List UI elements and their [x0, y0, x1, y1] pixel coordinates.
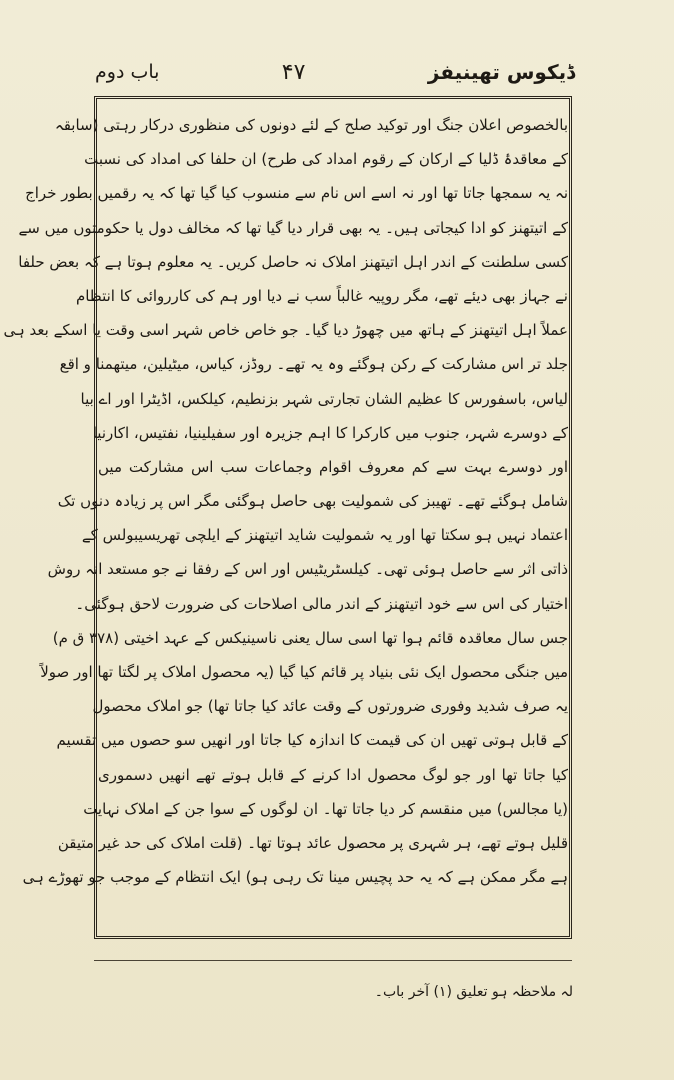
- text-line: شامل ہوگئے تھے۔ تھیبز کی شمولیت بھی حاصل ہوگئی مگر اس پر زیادہ دنوں تک: [57, 492, 568, 511]
- text-line: کے معاقدۂ ڈلیا کے ارکان کے رقوم امداد کی طرح) ان حلفا کی امداد کی نسبت: [84, 150, 568, 169]
- text-line: جس سال معاقدہ قائم ہوا تھا اسی سال یعنی ناسینیکس کے عہد اخیتی (۳۷۸ ق م): [52, 628, 568, 647]
- text-line: ہے مگر ممکن ہے کہ یہ حد پچیس مینا تک رہی ہو) ایک انتظام کے موجب جو تھوڑے ہی: [22, 868, 568, 887]
- page-header: [95, 52, 575, 92]
- text-line: ذاتی اثر سے حاصل ہوئی تھی۔ کیلسٹریٹیس اور اس کے رفقا نے جو مستعد انہ روش: [47, 560, 568, 579]
- body-text: [3, 108, 568, 930]
- text-line: جلد تر اس مشارکت کے رکن ہوگئے وہ یہ تھے۔ روڈز، کیاس، میٹیلین، میتھمنا و اقع: [59, 355, 568, 374]
- text-line: (یا مجالس) میں منقسم کر دیا جاتا تھا۔ ان لوگوں کے سوا جن کے املاک نہایت: [83, 799, 568, 818]
- text-line: کے اتیتھنز کو ادا کیجاتی ہیں۔ یہ بھی قرار دیا گیا تھا کہ مخالف دول یا حکومتوں میں سے: [18, 218, 568, 237]
- text-line: کے دوسرے شہر، جنوب میں کارکرا کا اہم جزیرہ اور سفیلینیا، نفتیس، اکارنیا: [92, 423, 568, 442]
- text-line: کسی سلطنت کے اندر اہل اتیتھنز املاک نہ حاصل کریں۔ یہ معلوم ہوتا ہے کہ بعض حلفا: [18, 252, 568, 271]
- text-line: قلیل ہوتے تھے، ہر شہری پر محصول عائد ہوتا تھا۔ (قلت املاک کی حد غیر متیقن: [57, 833, 568, 852]
- footnote: لہ ملاحظہ ہو تعلیق (۱) آخر باب۔: [374, 984, 573, 1000]
- text-line: بالخصوص اعلان جنگ اور توکید صلح کے لئے دونوں کی منظوری درکار رہتی (سابقہ: [54, 116, 568, 134]
- text-line: اور دوسرے بہت سے کم معروف اقوام وجماعات سب اس مشارکت میں: [98, 457, 568, 476]
- text-line: یہ صرف شدید وفوری ضرورتوں کے وقت عائد کیا جاتا تھا) جو املاک محصول: [92, 697, 568, 716]
- running-title: ڈیکوس تھینیفز: [427, 60, 575, 84]
- text-line: نے جہاز بھی دیئے تھے، مگر روپیہ غالباً سب نے دیا اور ہم کی کارروائی کا انتظام: [75, 286, 568, 305]
- footnote-divider: [94, 960, 572, 961]
- text-line: اختیار کی اس سے خود اتیتھنز کے اندر مالی اصلاحات کی ضرورت لاحق ہوگئی۔: [75, 594, 568, 613]
- text-line: عملاً اہل اتیتھنز کے ہاتھ میں چھوڑ دیا گیا۔ جو خاص خاص شہر اسی وقت یا اسکے بعد ہی: [3, 321, 568, 340]
- page-number: ۴۷: [281, 59, 306, 85]
- text-line: اعتماد نہیں ہو سکتا تھا اور یہ شمولیت شاید اتیتھنز کے ایلچی تھریسیبولس کے: [81, 526, 568, 545]
- text-line: لیاس، باسفورس کا عظیم الشان تجارتی شہر بزنطیم، کیلکس، اڈیٹرا اور اے بیا: [80, 389, 568, 408]
- text-line: نہ یہ سمجھا جاتا تھا اور نہ اسے اس نام سے منسوب کیا گیا تھا کہ یہ رقمیں بطور خراج: [25, 184, 568, 203]
- chapter-label: باب دوم: [95, 61, 160, 83]
- text-line: میں جنگی محصول ایک نئی بنیاد پر قائم کیا گیا (یہ محصول املاک پر لگتا تھا اور صولاً: [40, 663, 568, 681]
- text-line: کے قابل ہوتی تھیں ان کی قیمت کا اندازہ کیا جاتا اور انھیں سو حصوں میں تقسیم: [56, 731, 568, 750]
- text-line: کیا جاتا تھا اور جو لوگ محصول ادا کرنے کے قابل ہوتے تھے انھیں دسموری: [98, 765, 568, 784]
